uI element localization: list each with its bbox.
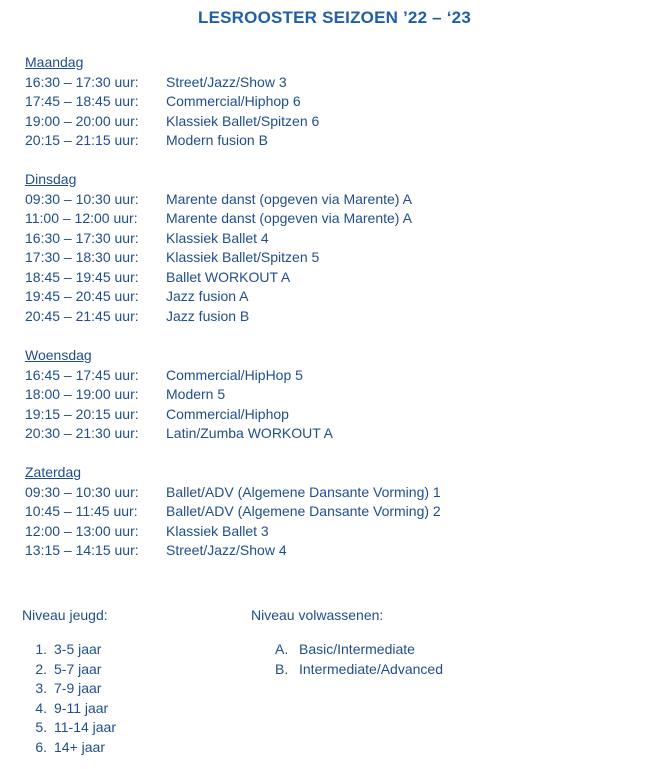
class-time: 16:30 – 17:30 uur:	[25, 229, 139, 246]
schedule-row	[25, 112, 319, 132]
day-section-dinsdag	[25, 170, 412, 326]
class-name: Klassiek Ballet/Spitzen 6	[166, 112, 320, 129]
adult-level-heading: Niveau volwassenen:	[251, 607, 384, 623]
list-number: 6.	[35, 738, 47, 755]
class-time: 09:30 – 10:30 uur:	[25, 483, 139, 500]
schedule-row	[25, 522, 441, 542]
level-label: 14+ jaar	[54, 738, 105, 755]
list-letter: A.	[275, 641, 289, 657]
class-name: Ballet/ADV (Algemene Dansante Vorming) 2	[166, 503, 441, 519]
adult-level-list	[275, 640, 443, 679]
schedule-row	[25, 73, 319, 93]
schedule-row	[25, 190, 412, 210]
class-name: Commercial/Hiphop	[166, 405, 289, 422]
class-name: Commercial/Hiphop 6	[166, 93, 301, 109]
list-item	[22, 640, 116, 660]
class-time: 09:30 – 10:30 uur:	[25, 190, 139, 207]
class-name: Marente danst (opgeven via Marente) A	[166, 210, 412, 226]
class-time: 20:45 – 21:45 uur:	[25, 307, 139, 324]
page-title: LESROOSTER SEIZOEN ’22 – ‘23	[198, 8, 471, 27]
class-time: 19:15 – 20:15 uur:	[25, 405, 139, 422]
day-section-zaterdag	[25, 463, 441, 561]
list-number: 5.	[35, 719, 47, 735]
class-name: Modern 5	[166, 386, 226, 402]
class-time: 18:00 – 19:00 uur:	[25, 386, 139, 402]
class-time: 17:30 – 18:30 uur:	[25, 249, 139, 265]
level-label: 11-14 jaar	[54, 719, 117, 735]
schedule-row	[25, 541, 441, 561]
class-time: 11:00 – 12:00 uur:	[25, 210, 138, 226]
class-time: 20:30 – 21:30 uur:	[25, 425, 139, 441]
schedule-row	[25, 287, 412, 307]
schedule-row	[25, 424, 333, 444]
class-name: Ballet WORKOUT A	[166, 268, 291, 285]
list-number: 1.	[35, 641, 47, 657]
list-item	[22, 679, 116, 699]
class-time: 10:45 – 11:45 uur:	[25, 503, 138, 519]
class-time: 17:45 – 18:45 uur:	[25, 93, 139, 109]
schedule-row	[25, 131, 319, 151]
level-label: 3-5 jaar	[54, 641, 102, 657]
level-label: 5-7 jaar	[54, 660, 102, 677]
class-name: Street/Jazz/Show 4	[166, 542, 287, 558]
class-time: 13:15 – 14:15 uur:	[25, 542, 139, 558]
class-time: 20:15 – 21:15 uur:	[25, 132, 139, 148]
schedule-row	[25, 229, 412, 249]
day-title: Dinsdag	[25, 171, 77, 187]
list-letter: B.	[275, 660, 289, 677]
level-label: Basic/Intermediate	[299, 641, 415, 657]
list-number: 2.	[35, 660, 47, 677]
day-title: Woensdag	[25, 347, 92, 363]
schedule-row	[25, 366, 333, 386]
list-item	[22, 660, 116, 680]
class-name: Ballet/ADV (Algemene Dansante Vorming) 1	[166, 483, 441, 500]
day-title: Maandag	[25, 54, 84, 70]
class-name: Marente danst (opgeven via Marente) A	[166, 190, 412, 207]
day-section-woensdag	[25, 346, 333, 444]
class-time: 18:45 – 19:45 uur:	[25, 268, 139, 285]
level-label: Intermediate/Advanced	[299, 660, 443, 677]
level-label: 7-9 jaar	[54, 680, 102, 696]
schedule-row	[25, 502, 441, 522]
class-time: 16:45 – 17:45 uur:	[25, 366, 139, 383]
class-time: 16:30 – 17:30 uur:	[25, 73, 139, 90]
youth-level-list	[22, 640, 116, 757]
schedule-row	[25, 209, 412, 229]
class-name: Klassiek Ballet 4	[166, 229, 269, 246]
class-time: 19:00 – 20:00 uur:	[25, 112, 139, 129]
list-item	[22, 718, 116, 738]
class-name: Street/Jazz/Show 3	[166, 73, 287, 90]
class-name: Modern fusion B	[166, 132, 268, 148]
list-item	[275, 660, 443, 680]
class-name: Jazz fusion B	[166, 307, 250, 324]
schedule-row	[25, 385, 333, 405]
class-time: 12:00 – 13:00 uur:	[25, 522, 139, 539]
class-name: Klassiek Ballet/Spitzen 5	[166, 249, 320, 265]
day-title: Zaterdag	[25, 464, 82, 480]
list-item	[22, 699, 116, 719]
class-name: Klassiek Ballet 3	[166, 522, 269, 539]
list-number: 4.	[35, 699, 47, 716]
list-number: 3.	[35, 680, 47, 696]
schedule-row	[25, 483, 441, 503]
youth-level-heading: Niveau jeugd:	[22, 607, 108, 623]
schedule-row	[25, 248, 412, 268]
day-section-maandag	[25, 53, 319, 151]
class-name: Jazz fusion A	[166, 288, 249, 304]
schedule-row	[25, 92, 319, 112]
list-item	[22, 738, 116, 758]
schedule-row	[25, 405, 333, 425]
class-name: Latin/Zumba WORKOUT A	[166, 425, 334, 441]
class-time: 19:45 – 20:45 uur:	[25, 288, 139, 304]
schedule-row	[25, 307, 412, 327]
list-item	[275, 640, 443, 660]
level-label: 9-11 jaar	[54, 699, 109, 716]
class-name: Commercial/HipHop 5	[166, 366, 303, 383]
schedule-row	[25, 268, 412, 288]
